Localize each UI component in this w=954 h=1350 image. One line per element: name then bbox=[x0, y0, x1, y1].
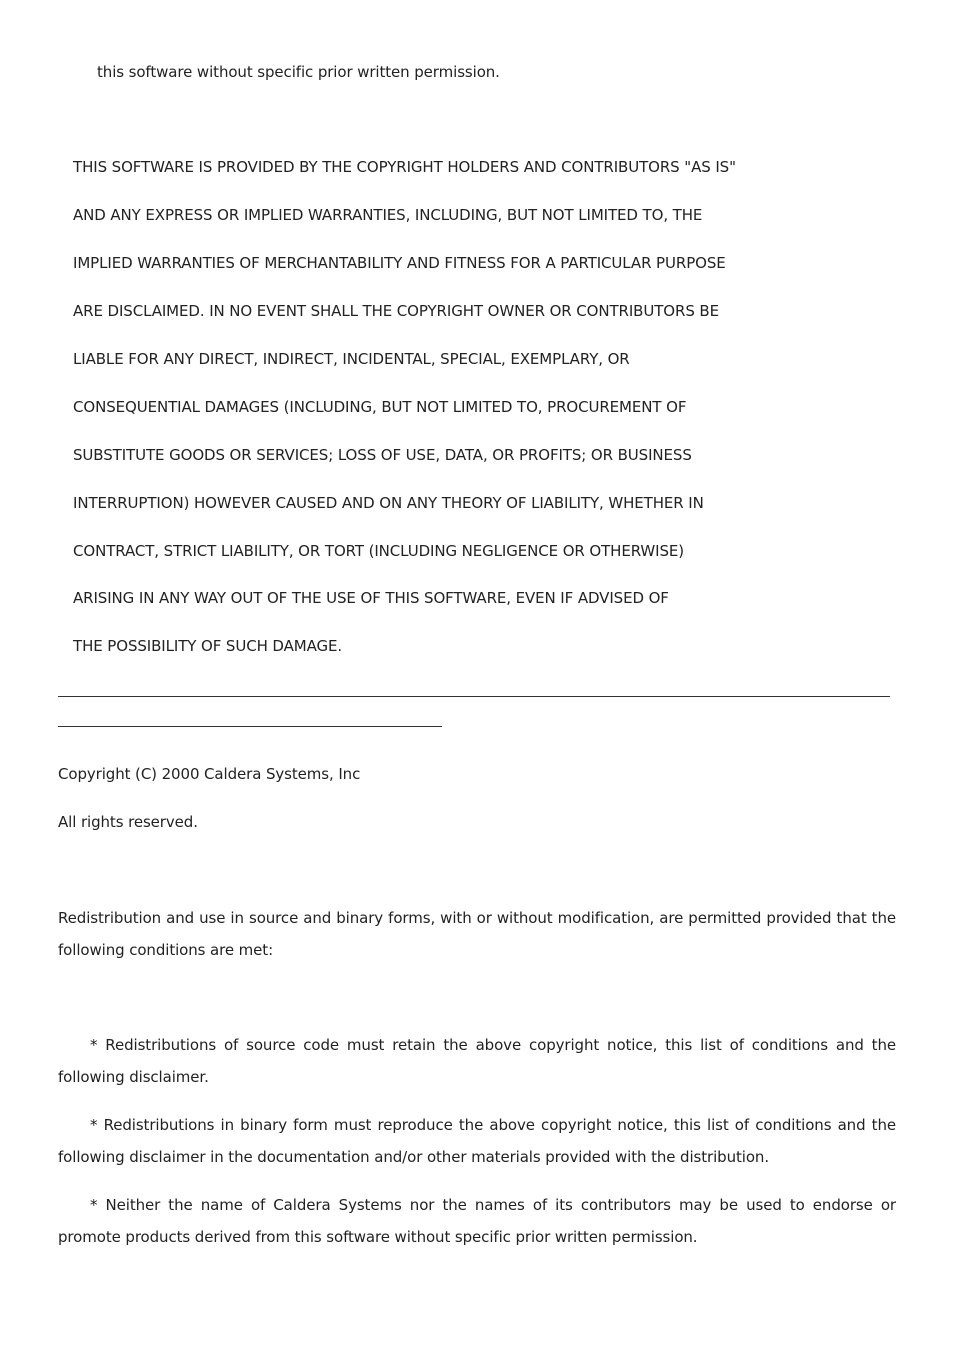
condition-item: * Redistributions of source code must retain the above copyright notice, this list of conditions and the following disclaimer. bbox=[58, 1036, 896, 1086]
warranty-line: SUBSTITUTE GOODS OR SERVICES; LOSS OF USE, DATA, OR PROFITS; OR BUSINESS bbox=[73, 446, 692, 464]
redistribution-paragraph: Redistribution and use in source and binary forms, with or without modification, are permitted provided that the following conditions are met: bbox=[58, 909, 896, 959]
warranty-line: CONTRACT, STRICT LIABILITY, OR TORT (INCLUDING NEGLIGENCE OR OTHERWISE) bbox=[73, 542, 685, 560]
warranty-line: ARE DISCLAIMED. IN NO EVENT SHALL THE COPYRIGHT OWNER OR CONTRIBUTORS BE bbox=[73, 302, 719, 320]
condition-item: * Neither the name of Caldera Systems nor the names of its contributors may be used to endorse or promote products derived from this software without specific prior written permission. bbox=[58, 1196, 896, 1246]
warranty-line: THE POSSIBILITY OF SUCH DAMAGE. bbox=[73, 637, 343, 655]
rights-line: All rights reserved. bbox=[58, 813, 198, 831]
separator-line bbox=[58, 696, 890, 697]
warranty-line: AND ANY EXPRESS OR IMPLIED WARRANTIES, INCLUDING, BUT NOT LIMITED TO, THE bbox=[73, 206, 703, 224]
condition-item: * Redistributions in binary form must reproduce the above copyright notice, this list of conditions and the following disclaimer in the documentation and/or other materials provided with the distribution. bbox=[58, 1116, 896, 1166]
separator-line-short bbox=[58, 726, 442, 727]
warranty-line: ARISING IN ANY WAY OUT OF THE USE OF THIS SOFTWARE, EVEN IF ADVISED OF bbox=[73, 589, 669, 607]
warranty-line: INTERRUPTION) HOWEVER CAUSED AND ON ANY THEORY OF LIABILITY, WHETHER IN bbox=[73, 494, 704, 512]
warranty-line: CONSEQUENTIAL DAMAGES (INCLUDING, BUT NOT LIMITED TO, PROCUREMENT OF bbox=[73, 398, 687, 416]
warranty-line: LIABLE FOR ANY DIRECT, INDIRECT, INCIDENTAL, SPECIAL, EXEMPLARY, OR bbox=[73, 350, 630, 368]
copyright-line: Copyright (C) 2000 Caldera Systems, Inc bbox=[58, 765, 361, 783]
warranty-line: IMPLIED WARRANTIES OF MERCHANTABILITY AND FITNESS FOR A PARTICULAR PURPOSE bbox=[73, 254, 726, 272]
top-line: this software without specific prior written permission. bbox=[97, 63, 500, 81]
warranty-line: THIS SOFTWARE IS PROVIDED BY THE COPYRIGHT HOLDERS AND CONTRIBUTORS "AS IS" bbox=[73, 158, 736, 176]
